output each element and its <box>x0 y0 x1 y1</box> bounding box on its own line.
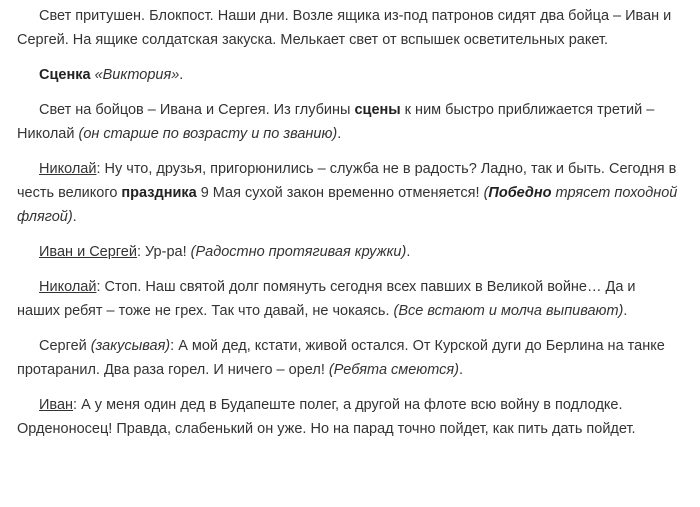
text-run: . <box>337 126 342 142</box>
text-run: Сценка <box>39 67 91 83</box>
text-run: : Ур-ра! <box>136 244 191 260</box>
paragraph <box>17 275 682 323</box>
paragraph <box>17 4 682 52</box>
text-run: Иван <box>39 397 74 413</box>
paragraph <box>17 334 682 382</box>
text-run: . <box>406 244 411 260</box>
text-run: Свет на бойцов – Ивана и Сергея. Из глубины <box>39 102 355 118</box>
text-run: (он старше по возрасту и по званию) <box>78 126 338 142</box>
text-run: Николай <box>39 279 97 295</box>
text-run: «Виктория» <box>94 67 180 83</box>
text-run: . <box>179 67 184 83</box>
text-run: 9 Мая сухой закон временно отменяется! <box>196 185 484 201</box>
text-run: праздника <box>121 185 197 201</box>
text-run: Победно <box>488 185 552 201</box>
paragraph <box>17 240 682 264</box>
text-run: (Все встают и молча выпивают) <box>393 303 624 319</box>
paragraph <box>17 98 682 146</box>
text-run: . <box>72 209 77 225</box>
text-run: Иван и Сергей <box>39 244 137 260</box>
text-run: Николай <box>39 161 97 177</box>
text-run: : А у меня один дед в Будапеште полег, а другой на флоте всю войну в подлодке. Орденоносец! Правда, слабенький он уже. Но на парад точно пойдет, как пить дать пойдет. <box>17 397 636 437</box>
paragraph <box>17 63 682 87</box>
text-run: . <box>623 303 628 319</box>
text-run: (Ребята смеются) <box>328 362 459 378</box>
text-run: (Радостно протягивая кружки) <box>190 244 407 260</box>
text-run: (закусывая) <box>90 338 171 354</box>
text-run: : А мой дед, кстати, живой остался. От Курской дуги до Берлина на танке протаранил. Два раза горел. И ничего – орел! <box>17 338 665 378</box>
text-run: трясет походной флягой) <box>17 185 678 225</box>
text-run: Сергей <box>39 338 91 354</box>
text-run: . <box>458 362 463 378</box>
text-run: ( <box>483 185 489 201</box>
text-run: Свет притушен. Блокпост. Наши дни. Возле ящика из-под патронов сидят два бойца – Иван и Сергей. На ящике солдатская закуска. Мелькает свет от вспышек осветительных ракет. <box>17 8 672 48</box>
paragraph <box>17 393 682 441</box>
text-run: к ним быстро приближается третий – Николай <box>17 102 655 142</box>
text-run: : Стоп. Наш святой долг помянуть сегодня всех павших в Великой войне… Да и наших ребят – тоже не грех. Так что давай, не чокаясь. <box>17 279 636 319</box>
text-run: сцены <box>354 102 401 118</box>
text-run: : Ну что, друзья, пригорюнились – служба не в радость? Ладно, так и быть. Сегодня в честь великого <box>17 161 677 201</box>
paragraph <box>17 157 682 229</box>
